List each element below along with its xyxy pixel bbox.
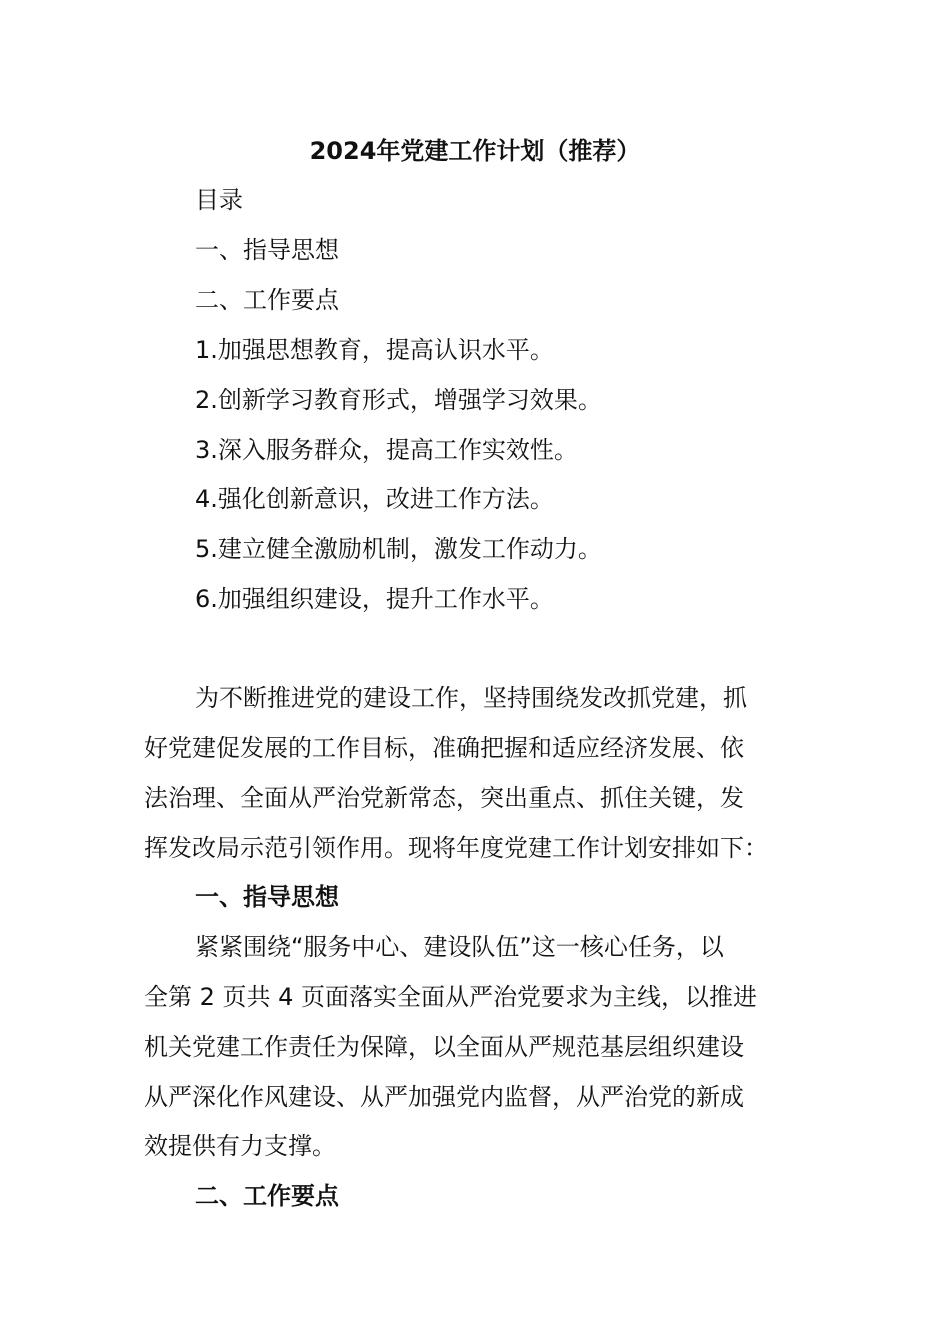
- intro-line: 好党建促发展的工作目标，准确把握和适应经济发展、依: [144, 734, 744, 762]
- toc-item: 一、指导思想: [195, 236, 339, 264]
- toc-item: 6.加强组织建设，提升工作水平。: [195, 585, 554, 613]
- toc-item: 3.深入服务群众，提高工作实效性。: [195, 436, 578, 464]
- section1-line: 全第 2 页共 4 页面落实全面从严治党要求为主线，以推进: [144, 983, 758, 1011]
- section1-line: 紧紧围绕“服务中心、建设队伍”这一核心任务，以: [195, 933, 724, 961]
- toc-item: 2.创新学习教育形式，增强学习效果。: [195, 386, 602, 414]
- section1-line: 效提供有力支撑。: [144, 1132, 336, 1160]
- section-heading-work-points: 二、工作要点: [195, 1182, 339, 1210]
- intro-line: 法治理、全面从严治党新常态，突出重点、抓住关键，发: [144, 784, 744, 812]
- section-heading-guiding-thought: 一、指导思想: [195, 883, 339, 911]
- section1-line: 机关党建工作责任为保障，以全面从严规范基层组织建设: [144, 1033, 744, 1061]
- section1-line: 从严深化作风建设、从严加强党内监督，从严治党的新成: [144, 1083, 744, 1111]
- toc-item: 5.建立健全激励机制，激发工作动力。: [195, 535, 602, 563]
- toc-heading: 目录: [195, 186, 243, 214]
- toc-item: 4.强化创新意识，改进工作方法。: [195, 485, 554, 513]
- intro-line: 为不断推进党的建设工作，坚持围绕发改抓党建，抓: [195, 684, 747, 712]
- document-title: 2024年党建工作计划（推荐）: [309, 137, 641, 165]
- intro-line: 挥发改局示范引领作用。现将年度党建工作计划安排如下：: [144, 834, 768, 862]
- toc-item: 1.加强思想教育，提高认识水平。: [195, 336, 554, 364]
- toc-item: 二、工作要点: [195, 286, 339, 314]
